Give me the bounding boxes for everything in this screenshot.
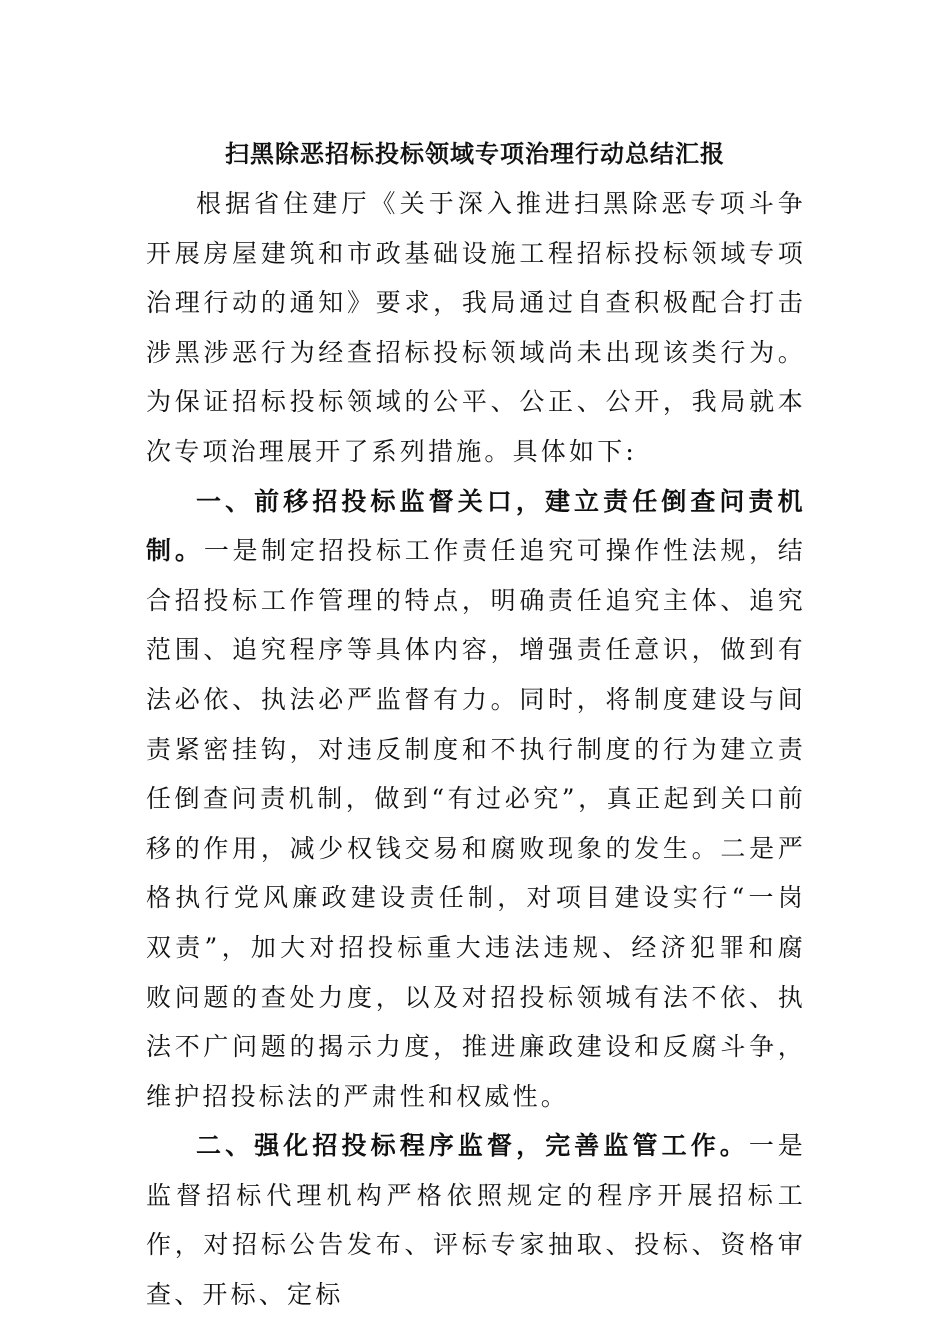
section-1-heading: 一、前移招投标监督关口，建立责任倒查问责机制。 xyxy=(146,486,806,566)
section-1-text: 一是制定招投标工作责任追究可操作性法规，结合招投标工作管理的特点，明确责任追究主体、追究范围、追究程序等具体内容，增强责任意识，做到有法必依、执法必严监督有力。同时，将制度建设与间责紧密挂钩，对违反制度和不执行制度的行为建立责任倒查问责机制，做到“有过必究”，真正起到关口前移的作用，减少权钱交易和腐败现象的发生。二是严格执行党风廉政建设责任制，对项目建设实行“一岗双责”，加大对招投标重大违法违规、经济犯罪和腐败问题的查处力度，以及对招投标领城有法不依、执法不广问题的揭示力度，推进廉政建设和反腐斗争，维护招投标法的严肃性和权威性。 xyxy=(146,536,807,1111)
section-2-text: 一是监督招标代理机构严格依照规定的程序开展招标工作，对招标公告发布、评标专家抽取、投标、资格审查、开标、定标 xyxy=(146,1131,806,1310)
section-2-paragraph xyxy=(146,1121,806,1319)
document-body xyxy=(146,179,806,1320)
section-2-heading: 二、强化招投标程序监督，完善监管工作。 xyxy=(196,1131,749,1161)
intro-paragraph: 根据省住建厅《关于深入推进扫黑除恶专项斗争开展房屋建筑和市政基础设施工程招标投标领域专项治理行动的通知》要求，我局通过自查积极配合打击涉黑涉恶行为经查招标投标领域尚未出现该类行为。为保证招标投标领域的公平、公正、公开，我局就本次专项治理展开了系列措施。具体如下: xyxy=(146,189,806,466)
section-1-paragraph xyxy=(146,477,806,1122)
document-title: 扫黑除恶招标投标领域专项治理行动总结汇报 xyxy=(225,139,725,168)
